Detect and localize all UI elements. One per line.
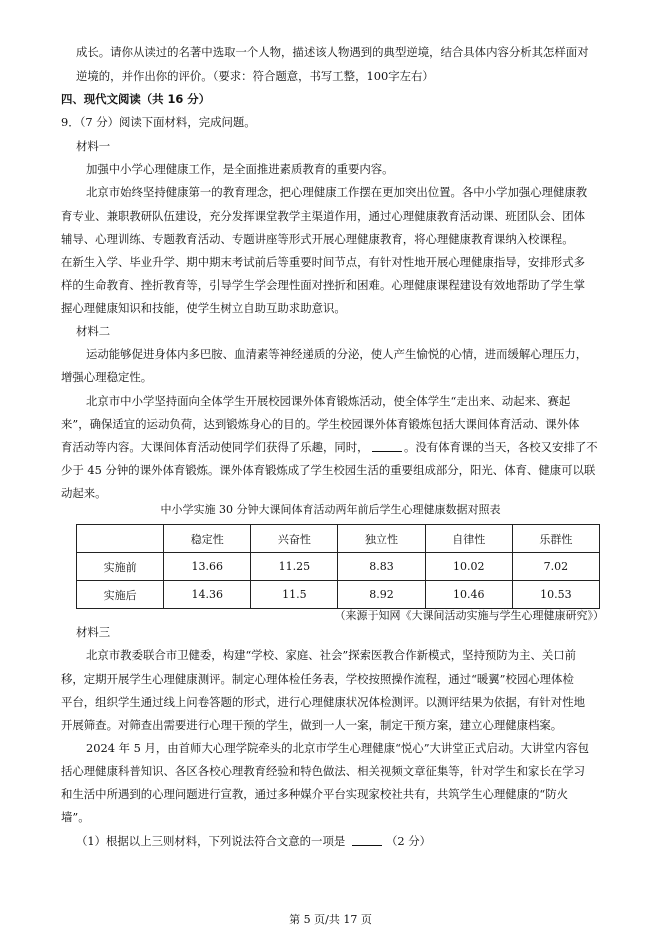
table-cell: 8.92 xyxy=(338,581,425,609)
table-cell: 8.83 xyxy=(338,553,425,581)
text-line: 加强中小学心理健康工作，是全面推进素质教育的重要内容。 xyxy=(86,162,394,176)
table-cell: 10.46 xyxy=(425,581,512,609)
text-line: 材料三 xyxy=(76,625,111,639)
text-line: 9．（7 分）阅读下面材料，完成问题。 xyxy=(61,115,256,129)
text-line: 握心理健康知识和技能，使学生树立自助互助求助意识。 xyxy=(61,301,346,315)
table-row xyxy=(77,553,600,581)
answer-blank xyxy=(372,440,402,452)
table-cell: 10.02 xyxy=(425,553,512,581)
text-line: 平台，组织学生通过线上问卷答题的形式，进行心理健康状况体检测评。以测评结果为依据，有针对性地 xyxy=(61,695,585,709)
text-line: 动起来。 xyxy=(61,486,107,500)
answer-blank xyxy=(352,834,382,846)
table-header-cell: 乐群性 xyxy=(512,525,599,553)
table-header-row xyxy=(77,525,600,553)
text-line: 样的生命教育、挫折教育等，引导学生学会理性面对挫折和困难。心理健康课程建设有效地帮助了学生掌 xyxy=(61,278,585,292)
section-heading: 四、现代文阅读（共 16 分） xyxy=(61,92,211,106)
table-header-cell: 自律性 xyxy=(425,525,512,553)
text-line: 北京市中小学坚持面向全体学生开展校园课外体育锻炼活动，使全体学生“走出来、动起来、赛起 xyxy=(86,394,571,408)
table-header-cell: 独立性 xyxy=(338,525,425,553)
text-line: 括心理健康科普知识、各区各校心理教育经验和特色做法、相关视频文章征集等，针对学生和家长在学习 xyxy=(61,764,585,778)
text-line: 成长。请你从读过的名著中选取一个人物，描述该人物遇到的典型逆境，结合具体内容分析其怎样面对 xyxy=(76,45,589,59)
text-line: 北京市教委联合市卫健委，构建“学校、家庭、社会”探索医教合作新模式，坚持预防为主、关口前 xyxy=(86,648,577,662)
text-line: 墙”。 xyxy=(61,810,90,824)
table-source: （来源于知网《大课间活动实施与学生心理健康研究》） xyxy=(334,609,604,622)
text-line: 。没有体育课的当天，各校又安排了不 xyxy=(404,440,598,454)
text-line: 运动能够促进身体内多巴胺、血清素等神经递质的分泌，使人产生愉悦的心情，进而缓解心理压力， xyxy=(86,347,588,361)
text-line: 少于 45 分钟的课外体育锻炼。课外体育锻炼成了学生校园生活的重要组成部分，阳光、体育、健康可以联 xyxy=(61,463,596,477)
text-line: （1）根据以上三则材料，下列说法符合文意的一项是 xyxy=(76,834,346,848)
text-line: 来”，确保适宜的运动负荷，达到锻炼身心的目的。学生校园课外体育锻炼包括大课间体育活动、课外体 xyxy=(61,417,580,431)
text-line: 2024 年 5 月，由首师大心理学院牵头的北京市学生心理健康“悦心”大讲堂正式启动。大讲堂内容包 xyxy=(86,741,589,755)
text-line: 育专业、兼职教研队伍建设，充分发挥课堂教学主渠道作用，通过心理健康教育活动课、班团队会、团体 xyxy=(61,209,585,223)
table-caption: 中小学实施 30 分钟大课间体育活动两年前后学生心理健康数据对照表 xyxy=(160,503,501,516)
table-cell: 11.5 xyxy=(251,581,338,609)
text-line: 增强心理稳定性。 xyxy=(61,370,153,384)
table-header-cell: 稳定性 xyxy=(164,525,251,553)
page-footer: 第 5 页/共 17 页 xyxy=(289,913,372,926)
table-cell: 13.66 xyxy=(164,553,251,581)
text-line: 移，定期开展学生心理健康测评。制定心理体检任务表，学校按照操作流程，通过“暖翼”校园心理体检 xyxy=(61,672,574,686)
text-line: 在新生入学、毕业升学、期中期末考试前后等重要时间节点，有针对性地开展心理健康指导，安排形式多 xyxy=(61,255,585,269)
table-header-cell: 兴奋性 xyxy=(251,525,338,553)
text-line: 和生活中所遇到的心理问题进行宣教，通过多种媒介平台实现家校社共有，共筑学生心理健康的“防火 xyxy=(61,787,569,801)
table-cell: 10.53 xyxy=(512,581,599,609)
table-cell: 7.02 xyxy=(512,553,599,581)
text-line: 育活动等内容。大课间体育活动使同学们获得了乐趣，同时， xyxy=(61,440,369,454)
text-line: 辅导、心理训练、专题教育活动、专题讲座等形式开展心理健康教育，将心理健康教育课纳入校课程。 xyxy=(61,232,574,246)
text-line: （2 分） xyxy=(386,834,432,848)
table-cell: 实施前 xyxy=(77,553,164,581)
table-row xyxy=(77,581,600,609)
table-cell: 14.36 xyxy=(164,581,251,609)
table-cell: 11.25 xyxy=(251,553,338,581)
text-line: 材料二 xyxy=(76,324,111,338)
table-cell: 实施后 xyxy=(77,581,164,609)
table-header-cell xyxy=(77,525,164,553)
data-table xyxy=(76,524,600,609)
text-line: 开展筛查。对筛查出需要进行心理干预的学生，做到一人一案，制定干预方案，建立心理健康档案。 xyxy=(61,718,563,732)
text-line: 北京市始终坚持健康第一的教育理念，把心理健康工作摆在更加突出位置。各中小学加强心理健康教 xyxy=(86,185,588,199)
text-line: 逆境的，并作出你的评价。（要求：符合题意，书写工整，100字左右） xyxy=(76,69,434,83)
text-line: 材料一 xyxy=(76,139,111,153)
